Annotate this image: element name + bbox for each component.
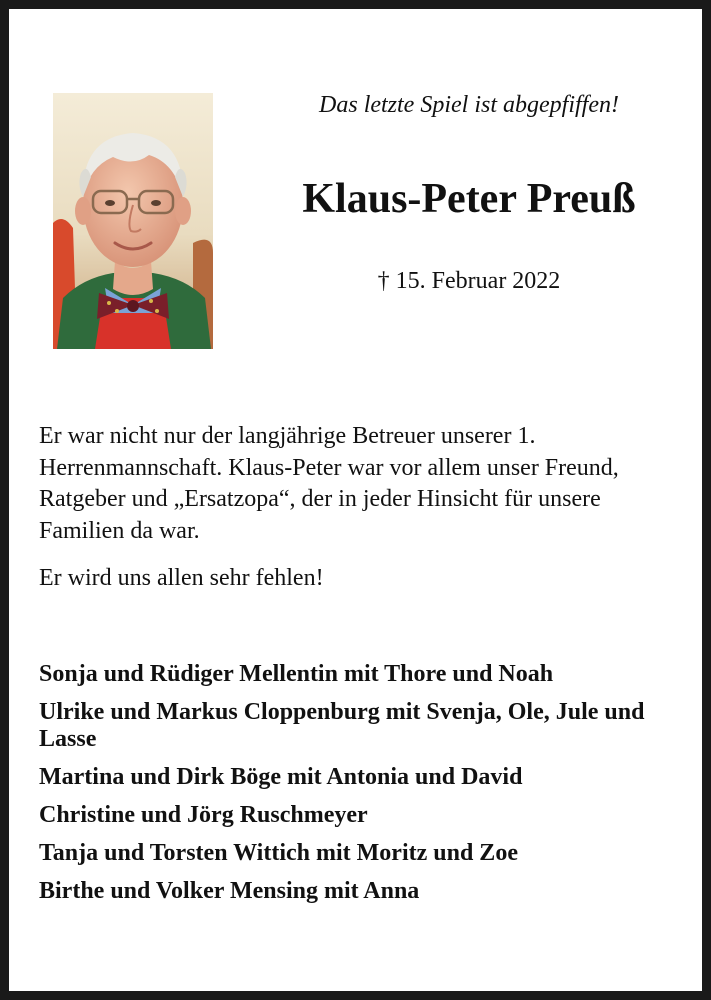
death-date: † 15. Februar 2022 — [377, 268, 561, 294]
signer-family: Ulrike und Markus Cloppenburg mit Svenja, Ole, Jule und Lasse — [39, 699, 645, 752]
signer-family: Birthe und Volker Mensing mit Anna — [39, 878, 420, 904]
tribute-paragraph: Er war nicht nur der langjährige Betreuer unserer 1. Herrenmannschaft. Klaus-Peter war vor allem unser Freund, Ratgeber und „Ersatzopa“, der in jeder Hinsicht für unsere Familien da war. — [39, 423, 619, 544]
motto-line: Das letzte Spiel ist abgepfiffen! — [319, 92, 619, 118]
signer-family: Sonja und Rüdiger Mellentin mit Thore und Noah — [39, 661, 554, 687]
tribute-text — [39, 421, 689, 595]
signer-family: Martina und Dirk Böge mit Antonia und David — [39, 764, 523, 790]
signers-list — [39, 661, 689, 916]
tribute-closing: Er wird uns allen sehr fehlen! — [39, 565, 324, 591]
signer-family: Tanja und Torsten Wittich mit Moritz und Zoe — [39, 840, 518, 866]
deceased-name: Klaus-Peter Preuß — [302, 176, 636, 222]
signer-family: Christine und Jörg Ruschmeyer — [39, 802, 368, 828]
portrait-photo — [53, 93, 213, 349]
